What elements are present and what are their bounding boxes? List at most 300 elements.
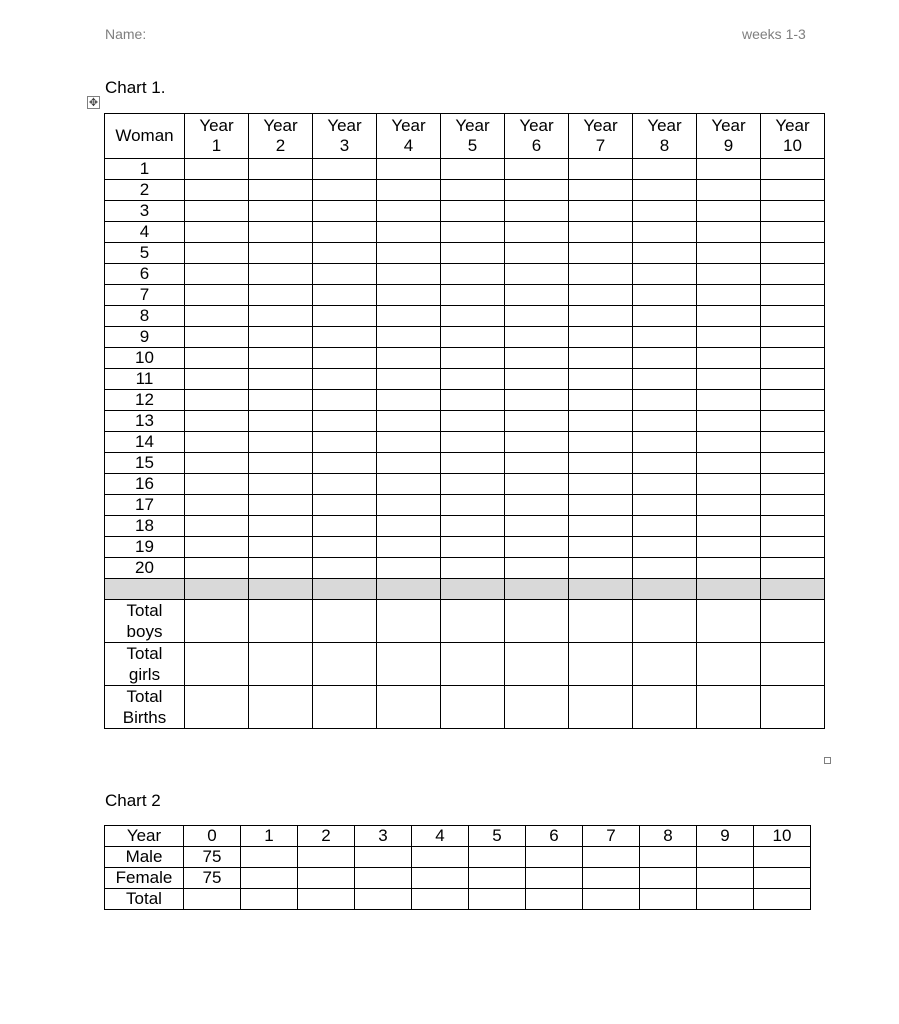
- data-cell[interactable]: [505, 369, 569, 390]
- data-cell[interactable]: [441, 180, 505, 201]
- data-cell[interactable]: [761, 432, 825, 453]
- data-cell[interactable]: [569, 285, 633, 306]
- data-cell[interactable]: [505, 180, 569, 201]
- data-cell[interactable]: [569, 201, 633, 222]
- data-cell[interactable]: [249, 348, 313, 369]
- data-cell[interactable]: [313, 264, 377, 285]
- chart2-caption: Chart 2: [105, 791, 161, 810]
- data-cell[interactable]: [441, 201, 505, 222]
- data-cell[interactable]: [697, 348, 761, 369]
- data-cell[interactable]: [526, 847, 583, 868]
- data-cell[interactable]: [441, 327, 505, 348]
- data-cell[interactable]: [569, 474, 633, 495]
- data-cell[interactable]: [441, 159, 505, 180]
- data-cell[interactable]: [569, 537, 633, 558]
- data-cell[interactable]: [569, 306, 633, 327]
- data-cell[interactable]: [505, 453, 569, 474]
- data-cell[interactable]: [377, 411, 441, 432]
- data-cell[interactable]: [377, 495, 441, 516]
- data-cell[interactable]: [377, 264, 441, 285]
- data-cell[interactable]: [441, 537, 505, 558]
- data-cell[interactable]: [249, 558, 313, 579]
- separator-cell: [633, 579, 697, 600]
- data-cell[interactable]: [441, 516, 505, 537]
- data-cell[interactable]: [313, 686, 377, 729]
- data-cell[interactable]: [355, 868, 412, 889]
- data-cell[interactable]: [633, 369, 697, 390]
- data-cell[interactable]: [633, 537, 697, 558]
- data-cell[interactable]: [249, 516, 313, 537]
- data-cell[interactable]: [505, 474, 569, 495]
- data-cell[interactable]: [185, 495, 249, 516]
- data-cell[interactable]: [185, 411, 249, 432]
- data-cell[interactable]: [313, 643, 377, 686]
- data-cell[interactable]: [569, 686, 633, 729]
- data-cell[interactable]: [569, 222, 633, 243]
- data-cell[interactable]: [377, 201, 441, 222]
- data-cell[interactable]: [505, 264, 569, 285]
- data-cell[interactable]: [249, 453, 313, 474]
- data-cell[interactable]: [505, 159, 569, 180]
- data-cell[interactable]: [313, 222, 377, 243]
- data-cell[interactable]: [505, 390, 569, 411]
- data-cell[interactable]: [185, 285, 249, 306]
- data-cell[interactable]: [185, 390, 249, 411]
- data-cell[interactable]: [640, 889, 697, 910]
- data-cell[interactable]: [412, 889, 469, 910]
- data-cell[interactable]: [377, 222, 441, 243]
- data-cell[interactable]: [313, 180, 377, 201]
- data-cell[interactable]: [754, 868, 811, 889]
- data-cell[interactable]: [761, 516, 825, 537]
- data-cell[interactable]: [249, 369, 313, 390]
- data-cell[interactable]: [761, 285, 825, 306]
- data-cell[interactable]: [185, 243, 249, 264]
- data-cell[interactable]: [377, 453, 441, 474]
- data-cell[interactable]: [249, 474, 313, 495]
- data-cell[interactable]: [697, 495, 761, 516]
- data-cell[interactable]: [185, 474, 249, 495]
- data-cell[interactable]: [569, 348, 633, 369]
- data-cell[interactable]: [249, 600, 313, 643]
- data-cell[interactable]: [697, 537, 761, 558]
- data-cell[interactable]: [633, 432, 697, 453]
- table-row: [105, 474, 825, 495]
- data-cell[interactable]: [761, 222, 825, 243]
- data-cell[interactable]: [249, 159, 313, 180]
- data-cell[interactable]: [249, 285, 313, 306]
- data-cell[interactable]: [633, 516, 697, 537]
- data-cell[interactable]: [185, 432, 249, 453]
- data-cell[interactable]: [761, 453, 825, 474]
- data-cell[interactable]: [569, 432, 633, 453]
- data-cell[interactable]: [761, 495, 825, 516]
- data-cell[interactable]: [505, 411, 569, 432]
- data-cell[interactable]: [633, 453, 697, 474]
- data-cell[interactable]: [583, 889, 640, 910]
- data-cell[interactable]: [313, 495, 377, 516]
- data-cell[interactable]: [505, 432, 569, 453]
- data-cell[interactable]: [697, 516, 761, 537]
- data-cell[interactable]: [761, 558, 825, 579]
- data-cell[interactable]: [377, 180, 441, 201]
- row-label: Total: [105, 889, 184, 910]
- data-cell[interactable]: [505, 537, 569, 558]
- data-cell[interactable]: [505, 495, 569, 516]
- data-cell[interactable]: [697, 453, 761, 474]
- data-cell[interactable]: [441, 348, 505, 369]
- table-row: [105, 159, 825, 180]
- data-cell[interactable]: [377, 390, 441, 411]
- data-cell[interactable]: [697, 369, 761, 390]
- data-cell[interactable]: [412, 868, 469, 889]
- data-cell[interactable]: [313, 390, 377, 411]
- data-cell[interactable]: [249, 537, 313, 558]
- data-cell[interactable]: [761, 474, 825, 495]
- data-cell[interactable]: [697, 222, 761, 243]
- chart1-caption: Chart 1.: [105, 78, 166, 97]
- data-cell[interactable]: [569, 453, 633, 474]
- data-cell[interactable]: [569, 558, 633, 579]
- data-cell[interactable]: [313, 432, 377, 453]
- data-cell[interactable]: [697, 889, 754, 910]
- data-cell[interactable]: [313, 327, 377, 348]
- data-cell[interactable]: [761, 411, 825, 432]
- data-cell[interactable]: [249, 201, 313, 222]
- data-cell[interactable]: [313, 306, 377, 327]
- table-row: [105, 411, 825, 432]
- data-cell[interactable]: [761, 327, 825, 348]
- row-label: Female: [105, 868, 184, 889]
- data-cell[interactable]: [313, 201, 377, 222]
- year-column-header: 2: [298, 826, 355, 847]
- data-cell[interactable]: [441, 453, 505, 474]
- data-cell[interactable]: [313, 369, 377, 390]
- data-cell[interactable]: [505, 558, 569, 579]
- data-cell[interactable]: [697, 558, 761, 579]
- data-cell[interactable]: 75: [184, 868, 241, 889]
- data-cell[interactable]: [441, 495, 505, 516]
- data-cell[interactable]: [633, 327, 697, 348]
- data-cell[interactable]: [441, 600, 505, 643]
- data-cell[interactable]: 75: [184, 847, 241, 868]
- data-cell[interactable]: [697, 306, 761, 327]
- data-cell[interactable]: [526, 868, 583, 889]
- data-cell[interactable]: [241, 847, 298, 868]
- data-cell[interactable]: [697, 474, 761, 495]
- data-cell[interactable]: [355, 889, 412, 910]
- data-cell[interactable]: [313, 558, 377, 579]
- woman-number: 14: [105, 432, 185, 453]
- year-column-header: 1: [241, 826, 298, 847]
- separator-cell: [105, 579, 185, 600]
- data-cell[interactable]: [697, 411, 761, 432]
- data-cell[interactable]: [633, 348, 697, 369]
- data-cell[interactable]: [313, 159, 377, 180]
- data-cell[interactable]: [469, 868, 526, 889]
- data-cell[interactable]: [633, 390, 697, 411]
- data-cell[interactable]: [185, 327, 249, 348]
- data-cell[interactable]: [761, 537, 825, 558]
- data-cell[interactable]: [377, 285, 441, 306]
- woman-number: 11: [105, 369, 185, 390]
- data-cell[interactable]: [298, 868, 355, 889]
- data-cell[interactable]: [377, 643, 441, 686]
- data-cell[interactable]: [697, 159, 761, 180]
- year-column-header: Year 4: [377, 114, 441, 159]
- data-cell[interactable]: [249, 643, 313, 686]
- data-cell[interactable]: [377, 600, 441, 643]
- year-column-header: 8: [640, 826, 697, 847]
- data-cell[interactable]: [569, 600, 633, 643]
- data-cell[interactable]: [313, 516, 377, 537]
- data-cell[interactable]: [526, 889, 583, 910]
- table-row: [105, 516, 825, 537]
- data-cell[interactable]: [377, 558, 441, 579]
- data-cell[interactable]: [633, 180, 697, 201]
- data-cell[interactable]: [377, 474, 441, 495]
- data-cell[interactable]: [185, 537, 249, 558]
- data-cell[interactable]: [569, 643, 633, 686]
- data-cell[interactable]: [633, 495, 697, 516]
- data-cell[interactable]: [505, 285, 569, 306]
- data-cell[interactable]: [441, 432, 505, 453]
- separator-row: [105, 579, 825, 600]
- data-cell[interactable]: [761, 180, 825, 201]
- data-cell[interactable]: [761, 201, 825, 222]
- data-cell[interactable]: [754, 847, 811, 868]
- data-cell[interactable]: [185, 600, 249, 643]
- data-cell[interactable]: [313, 453, 377, 474]
- data-cell[interactable]: [697, 643, 761, 686]
- woman-number: 5: [105, 243, 185, 264]
- data-cell[interactable]: [313, 411, 377, 432]
- data-cell[interactable]: [754, 889, 811, 910]
- data-cell[interactable]: [633, 201, 697, 222]
- data-cell[interactable]: [441, 686, 505, 729]
- data-cell[interactable]: [469, 847, 526, 868]
- data-cell[interactable]: [185, 306, 249, 327]
- data-cell[interactable]: [185, 369, 249, 390]
- data-cell[interactable]: [249, 306, 313, 327]
- data-cell[interactable]: [697, 390, 761, 411]
- data-cell[interactable]: [505, 222, 569, 243]
- data-cell[interactable]: [697, 432, 761, 453]
- data-cell[interactable]: [697, 243, 761, 264]
- data-cell[interactable]: [505, 306, 569, 327]
- data-cell[interactable]: [697, 847, 754, 868]
- data-cell[interactable]: [185, 264, 249, 285]
- data-cell[interactable]: [505, 327, 569, 348]
- data-cell[interactable]: [761, 643, 825, 686]
- data-cell[interactable]: [377, 537, 441, 558]
- data-cell[interactable]: [569, 411, 633, 432]
- data-cell[interactable]: [697, 285, 761, 306]
- data-cell[interactable]: [355, 847, 412, 868]
- table-row: [105, 222, 825, 243]
- data-cell[interactable]: [640, 868, 697, 889]
- data-cell[interactable]: [697, 180, 761, 201]
- data-cell[interactable]: [313, 243, 377, 264]
- data-cell[interactable]: [761, 306, 825, 327]
- data-cell[interactable]: [412, 847, 469, 868]
- data-cell[interactable]: [249, 243, 313, 264]
- data-cell[interactable]: [185, 201, 249, 222]
- woman-number: 7: [105, 285, 185, 306]
- data-cell[interactable]: [633, 600, 697, 643]
- data-cell[interactable]: [569, 243, 633, 264]
- data-cell[interactable]: [569, 264, 633, 285]
- data-cell[interactable]: [185, 348, 249, 369]
- data-cell[interactable]: [241, 868, 298, 889]
- data-cell[interactable]: [441, 285, 505, 306]
- year-column-header: 0: [184, 826, 241, 847]
- data-cell[interactable]: [441, 264, 505, 285]
- data-cell[interactable]: [505, 686, 569, 729]
- data-cell[interactable]: [697, 868, 754, 889]
- data-cell[interactable]: [505, 600, 569, 643]
- data-cell[interactable]: [441, 306, 505, 327]
- chart2-header-row: [105, 826, 811, 847]
- data-cell[interactable]: [633, 411, 697, 432]
- data-cell[interactable]: [313, 474, 377, 495]
- data-cell[interactable]: [441, 222, 505, 243]
- data-cell[interactable]: [761, 390, 825, 411]
- data-cell[interactable]: [761, 369, 825, 390]
- separator-cell: [185, 579, 249, 600]
- data-cell[interactable]: [241, 889, 298, 910]
- data-cell[interactable]: [313, 537, 377, 558]
- data-cell[interactable]: [185, 159, 249, 180]
- data-cell[interactable]: [377, 369, 441, 390]
- data-cell[interactable]: [249, 432, 313, 453]
- data-cell[interactable]: [505, 643, 569, 686]
- data-cell[interactable]: [697, 264, 761, 285]
- woman-number: 12: [105, 390, 185, 411]
- data-cell[interactable]: [697, 201, 761, 222]
- data-cell[interactable]: [441, 243, 505, 264]
- table-row: [105, 264, 825, 285]
- data-cell[interactable]: [249, 264, 313, 285]
- data-cell[interactable]: [583, 847, 640, 868]
- data-cell[interactable]: [249, 411, 313, 432]
- data-cell[interactable]: [377, 432, 441, 453]
- data-cell[interactable]: [569, 369, 633, 390]
- data-cell[interactable]: [377, 348, 441, 369]
- data-cell[interactable]: [249, 180, 313, 201]
- table-row: [105, 369, 825, 390]
- woman-number: 9: [105, 327, 185, 348]
- data-cell[interactable]: [569, 159, 633, 180]
- table-row: [105, 348, 825, 369]
- data-cell[interactable]: [761, 159, 825, 180]
- data-cell[interactable]: [761, 243, 825, 264]
- data-cell[interactable]: [469, 889, 526, 910]
- data-cell[interactable]: [633, 243, 697, 264]
- data-cell[interactable]: [761, 348, 825, 369]
- data-cell[interactable]: [761, 264, 825, 285]
- data-cell[interactable]: [377, 306, 441, 327]
- year-column-header: 9: [697, 826, 754, 847]
- data-cell[interactable]: [583, 868, 640, 889]
- data-cell[interactable]: [377, 686, 441, 729]
- data-cell[interactable]: [633, 643, 697, 686]
- data-cell[interactable]: [569, 180, 633, 201]
- woman-number: 18: [105, 516, 185, 537]
- data-cell[interactable]: [377, 243, 441, 264]
- data-cell[interactable]: [441, 411, 505, 432]
- table-row: [105, 847, 811, 868]
- data-cell[interactable]: [633, 686, 697, 729]
- data-cell[interactable]: [633, 159, 697, 180]
- data-cell[interactable]: [249, 327, 313, 348]
- data-cell[interactable]: [640, 847, 697, 868]
- separator-cell: [761, 579, 825, 600]
- data-cell[interactable]: [633, 285, 697, 306]
- table-move-icon[interactable]: ✥: [88, 96, 99, 109]
- data-cell[interactable]: [505, 348, 569, 369]
- data-cell[interactable]: [298, 847, 355, 868]
- data-cell[interactable]: [697, 600, 761, 643]
- data-cell[interactable]: [249, 686, 313, 729]
- table-resize-handle[interactable]: [824, 757, 831, 764]
- data-cell[interactable]: [377, 327, 441, 348]
- data-cell[interactable]: [313, 285, 377, 306]
- data-cell[interactable]: [313, 348, 377, 369]
- data-cell[interactable]: [185, 558, 249, 579]
- data-cell[interactable]: [185, 643, 249, 686]
- woman-number: 10: [105, 348, 185, 369]
- data-cell[interactable]: [185, 453, 249, 474]
- data-cell[interactable]: [313, 600, 377, 643]
- data-cell[interactable]: [298, 889, 355, 910]
- data-cell[interactable]: [633, 222, 697, 243]
- data-cell[interactable]: [633, 474, 697, 495]
- data-cell[interactable]: [441, 369, 505, 390]
- data-cell[interactable]: [633, 264, 697, 285]
- data-cell[interactable]: [697, 686, 761, 729]
- data-cell[interactable]: [377, 516, 441, 537]
- data-cell[interactable]: [441, 474, 505, 495]
- data-cell[interactable]: [505, 201, 569, 222]
- data-cell[interactable]: [761, 600, 825, 643]
- data-cell[interactable]: [184, 889, 241, 910]
- data-cell[interactable]: [697, 327, 761, 348]
- data-cell[interactable]: [185, 222, 249, 243]
- data-cell[interactable]: [185, 516, 249, 537]
- chart1-table: [104, 113, 825, 729]
- data-cell[interactable]: [633, 558, 697, 579]
- data-cell[interactable]: [185, 180, 249, 201]
- data-cell[interactable]: [633, 306, 697, 327]
- data-cell[interactable]: [249, 495, 313, 516]
- data-cell[interactable]: [505, 516, 569, 537]
- data-cell[interactable]: [249, 222, 313, 243]
- data-cell[interactable]: [441, 643, 505, 686]
- data-cell[interactable]: [569, 390, 633, 411]
- data-cell[interactable]: [569, 327, 633, 348]
- data-cell[interactable]: [505, 243, 569, 264]
- data-cell[interactable]: [185, 686, 249, 729]
- data-cell[interactable]: [761, 686, 825, 729]
- data-cell[interactable]: [569, 495, 633, 516]
- data-cell[interactable]: [441, 390, 505, 411]
- data-cell[interactable]: [569, 516, 633, 537]
- data-cell[interactable]: [249, 390, 313, 411]
- woman-number: 19: [105, 537, 185, 558]
- data-cell[interactable]: [441, 558, 505, 579]
- data-cell[interactable]: [377, 159, 441, 180]
